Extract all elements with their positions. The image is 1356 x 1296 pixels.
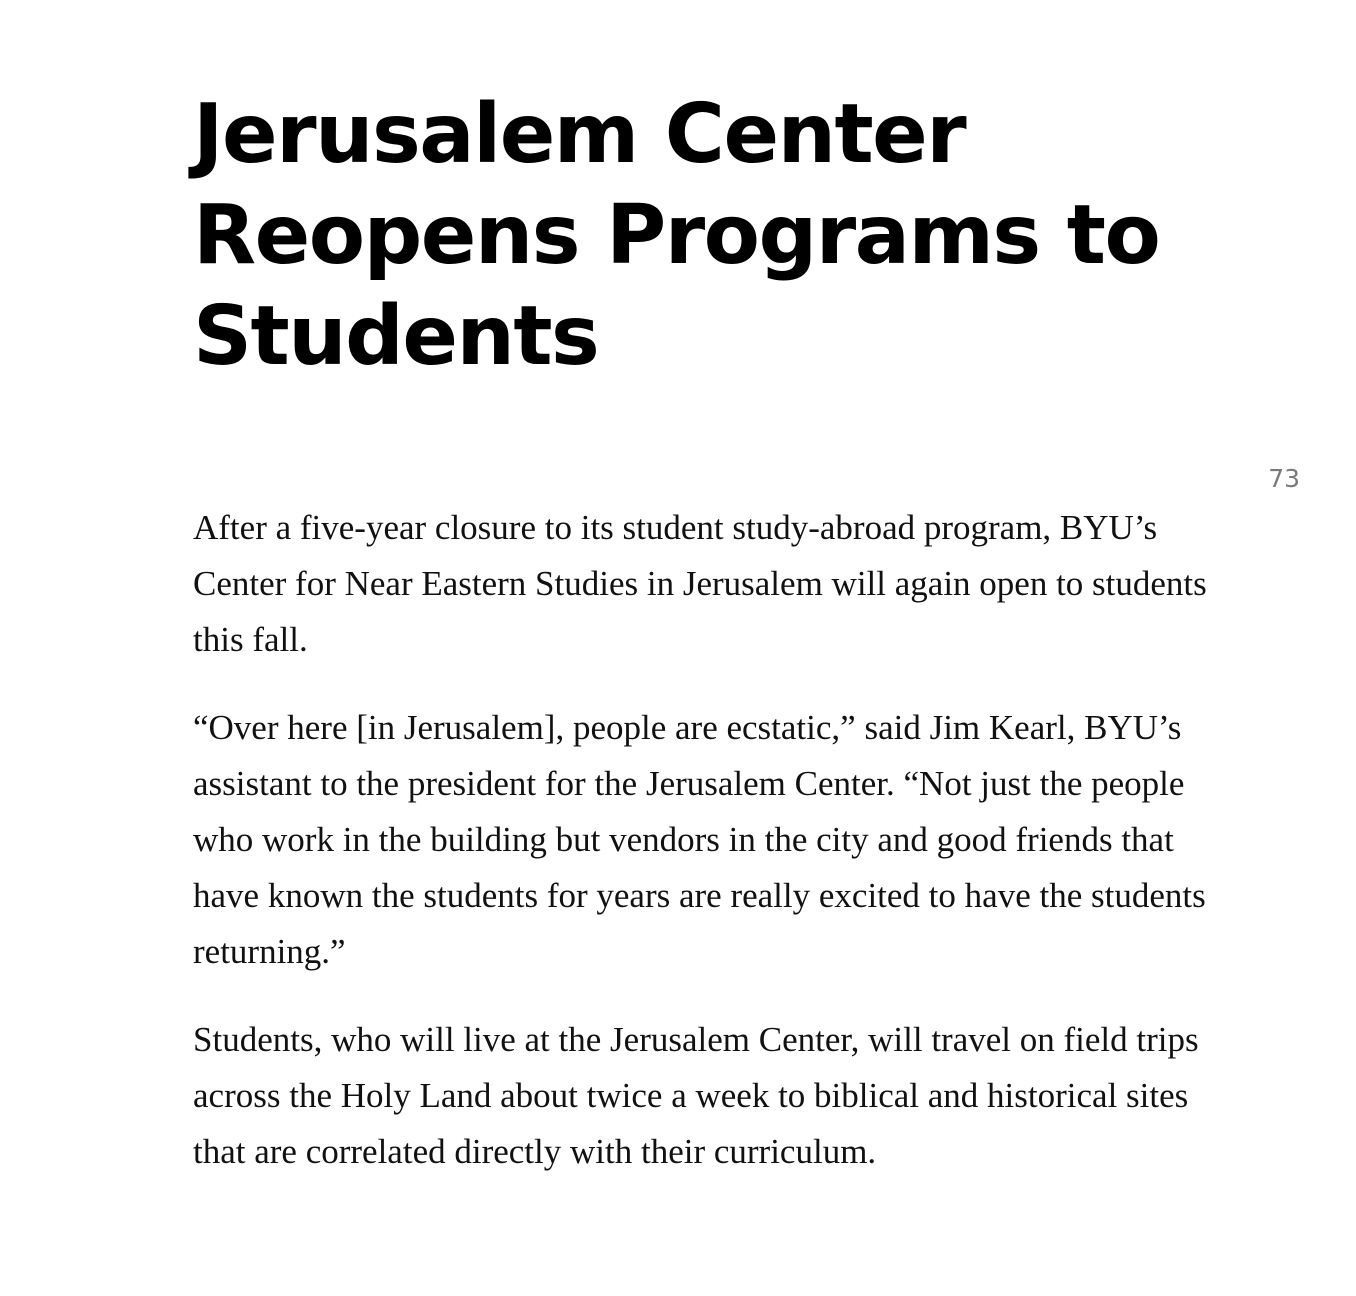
paragraph-3: Students, who will live at the Jerusalem Center, will travel on field trips across the Holy Land about twice a week to biblical and historical sites that are correlated directly with their curriculum. <box>193 1020 1199 1171</box>
paragraph-1: After a five-year closure to its student study-abroad program, BYU’s Center for Near Eastern Studies in Jerusalem will again open to students this fall. <box>193 508 1207 659</box>
paragraph-2: “Over here [in Jerusalem], people are ecstatic,” said Jim Kearl, BYU’s assistant to the president for the Jerusalem Center. “Not just the people who work in the building but vendors in the city and good friends that have known the students for years are really excited to have the students returning.” <box>193 708 1206 971</box>
page-number: 73 <box>1268 464 1300 493</box>
article-body <box>193 500 1233 1212</box>
article-title: Jerusalem Center Reopens Programs to Students <box>193 87 1160 384</box>
